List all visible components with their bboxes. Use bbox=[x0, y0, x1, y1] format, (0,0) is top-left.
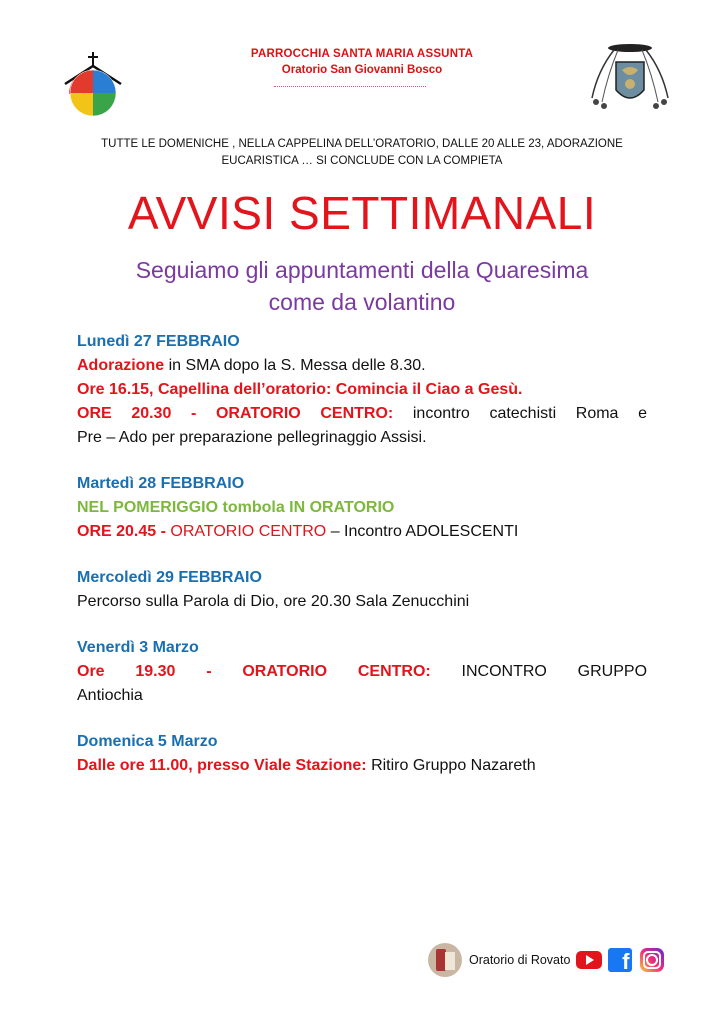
day-heading-monday: Lunedì 27 FEBBRAIO bbox=[77, 333, 240, 350]
wednesday-percorso: Percorso sulla Parola di Dio, ore 20.30 Sala Zenucchini bbox=[77, 593, 470, 610]
tuesday-place: ORATORIO CENTRO bbox=[165, 523, 327, 540]
oratory-name: Oratorio San Giovanni Bosco bbox=[281, 64, 443, 76]
tuesday-time: ORE 20.45 - bbox=[77, 523, 166, 540]
oratory-logo-icon bbox=[62, 50, 124, 118]
friday-event: INCONTRO GRUPPO bbox=[430, 663, 648, 680]
page-title: AVVISI SETTIMANALI bbox=[127, 187, 597, 239]
adoration-label: Adorazione bbox=[77, 357, 165, 374]
oratory-avatar bbox=[428, 943, 462, 977]
day-heading-sunday: Domenica 5 Marzo bbox=[77, 733, 218, 750]
sunday-event: Ritiro Gruppo Nazareth bbox=[366, 757, 536, 774]
facebook-icon[interactable]: f bbox=[608, 948, 632, 972]
social-footer bbox=[428, 942, 664, 978]
monday-centro-cont: Pre – Ado per preparazione pellegrinaggio Assisi. bbox=[77, 429, 427, 446]
sunday-ritiro bbox=[77, 754, 647, 778]
friday-time: Ore 19.30 - ORATORIO CENTRO: bbox=[77, 663, 431, 680]
sunday-time: Dalle ore 11.00, presso Viale Stazione: bbox=[77, 757, 367, 774]
monday-adoration bbox=[77, 354, 647, 378]
youtube-icon[interactable] bbox=[576, 951, 602, 969]
day-heading-tuesday: Martedì 28 FEBBRAIO bbox=[77, 475, 245, 492]
monday-centro bbox=[77, 402, 647, 426]
subtitle bbox=[0, 254, 724, 318]
adoration-notice: TUTTE LE DOMENICHE , NELLA CAPPELINA DELL’ORATORIO, DALLE 20 ALLE 23, ADORAZIONE EUCARISTICA … SI CONCLUDE CON LA COMPIETA bbox=[101, 138, 623, 167]
parish-name: PARROCCHIA SANTA MARIA ASSUNTA bbox=[250, 48, 474, 60]
centro-text: incontro catechisti Roma e bbox=[393, 405, 647, 422]
header-divider bbox=[274, 86, 426, 87]
monday-ciao: Ore 16.15, Capellina dell’oratorio: Comincia il Ciao a Gesù. bbox=[77, 381, 523, 398]
instagram-icon[interactable] bbox=[640, 948, 664, 972]
day-heading-friday: Venerdì 3 Marzo bbox=[77, 639, 199, 656]
tuesday-tombola: NEL POMERIGGIO tombola IN ORATORIO bbox=[77, 499, 395, 516]
schedule bbox=[77, 330, 647, 778]
adoration-text: in SMA dopo la S. Messa delle 8.30. bbox=[164, 357, 426, 374]
subtitle-line-1: Seguiamo gli appuntamenti della Quaresima bbox=[135, 257, 589, 283]
friday-incontro bbox=[77, 660, 647, 684]
subtitle-line-2: come da volantino bbox=[268, 289, 456, 315]
footer-label: Oratorio di Rovato bbox=[469, 953, 571, 967]
tuesday-adolescenti bbox=[77, 520, 647, 544]
friday-group: Antiochia bbox=[77, 687, 143, 704]
tuesday-event: – Incontro ADOLESCENTI bbox=[326, 523, 519, 540]
centro-label: ORE 20.30 - ORATORIO CENTRO: bbox=[77, 405, 394, 422]
bishop-crest-icon bbox=[584, 40, 676, 112]
day-heading-wednesday: Mercoledì 29 FEBBRAIO bbox=[77, 569, 262, 586]
